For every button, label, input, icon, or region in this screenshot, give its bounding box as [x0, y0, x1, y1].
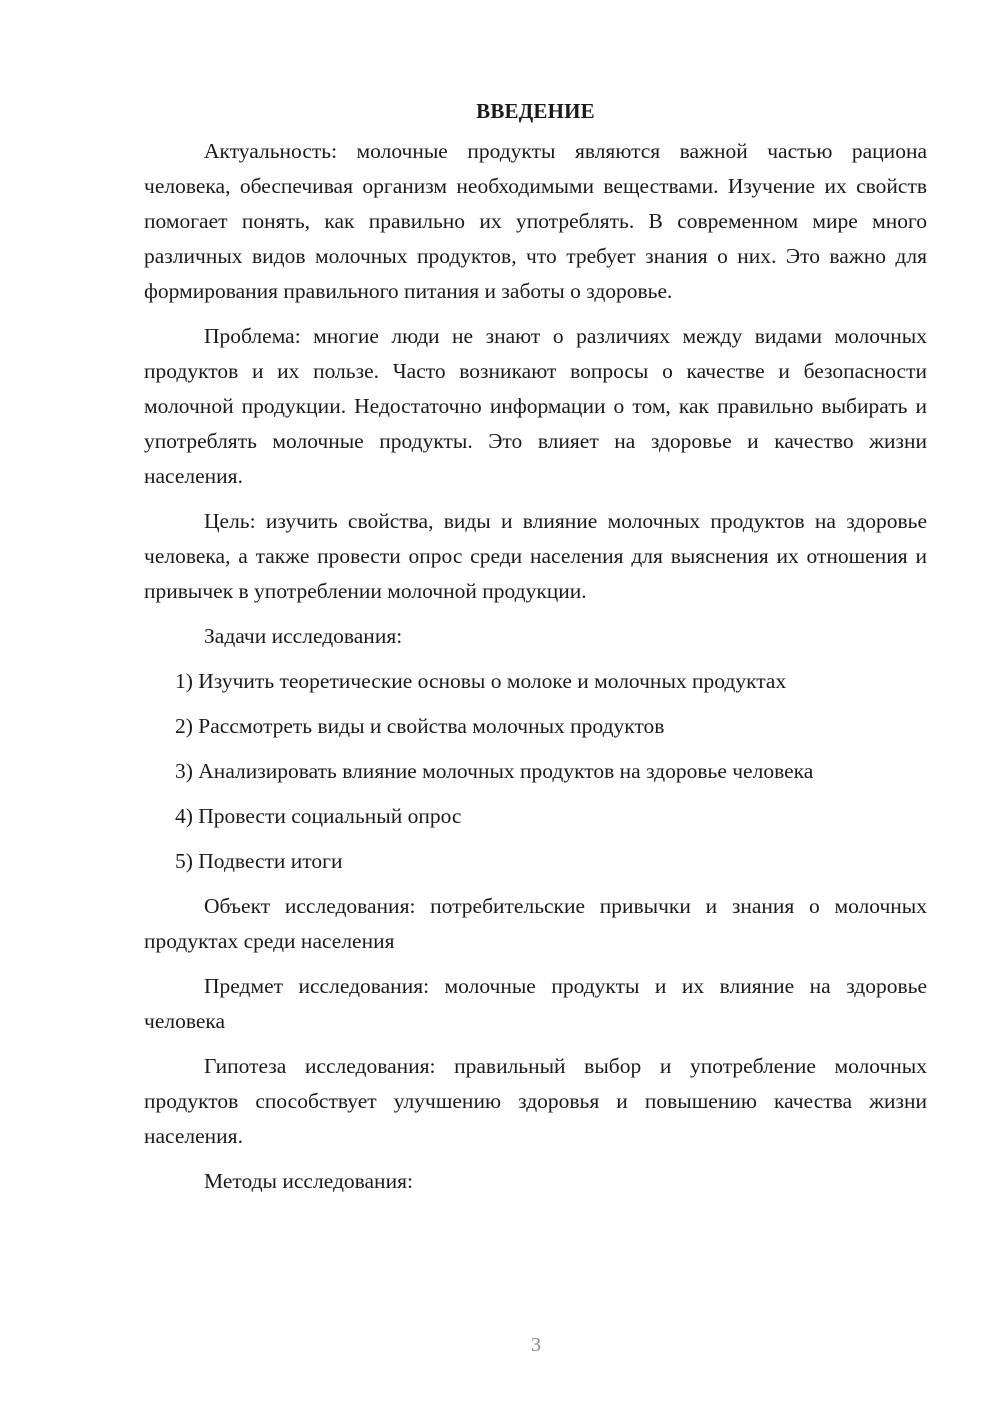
document-page	[144, 96, 927, 1199]
list-item: 1) Изучить теоретические основы о молоке и молочных продуктах	[175, 669, 787, 693]
paragraph-relevance: Актуальность: молочные продукты являются важной частью рациона человека, обеспечивая организм необходимыми веществами. Изучение их свойств помогает понять, как правильно их употреблять. В современном мире много различных видов молочных продуктов, что требует знания о них. Это важно для формирования правильного питания и заботы о здоровье.	[144, 139, 927, 303]
paragraph-subject: Предмет исследования: молочные продукты и их влияние на здоровье человека	[144, 974, 927, 1033]
tasks-list	[144, 664, 927, 879]
section-heading: ВВЕДЕНИЕ	[476, 99, 595, 123]
paragraph-problem: Проблема: многие люди не знают о различиях между видами молочных продуктов и их пользе. Часто возникают вопросы о качестве и безопасности молочной продукции. Недостаточно информации о том, как правильно выбирать и употреблять молочные продукты. Это влияет на здоровье и качество жизни населения.	[144, 324, 927, 488]
list-item: 2) Рассмотреть виды и свойства молочных продуктов	[175, 714, 665, 738]
paragraph-hypothesis: Гипотеза исследования: правильный выбор и употребление молочных продуктов способствует улучшению здоровья и повышению качества жизни населения.	[144, 1054, 927, 1148]
list-item: 4) Провести социальный опрос	[175, 804, 462, 828]
methods-label: Методы исследования:	[204, 1169, 413, 1193]
paragraph-object: Объект исследования: потребительские привычки и знания о молочных продуктах среди населения	[144, 894, 927, 953]
page-number: 3	[531, 1334, 541, 1356]
paragraph-goal: Цель: изучить свойства, виды и влияние молочных продуктов на здоровье человека, а также провести опрос среди населения для выяснения их отношения и привычек в употреблении молочной продукции.	[144, 509, 927, 603]
list-item: 5) Подвести итоги	[175, 849, 343, 873]
list-item: 3) Анализировать влияние молочных продуктов на здоровье человека	[175, 759, 814, 783]
tasks-label: Задачи исследования:	[204, 624, 403, 648]
